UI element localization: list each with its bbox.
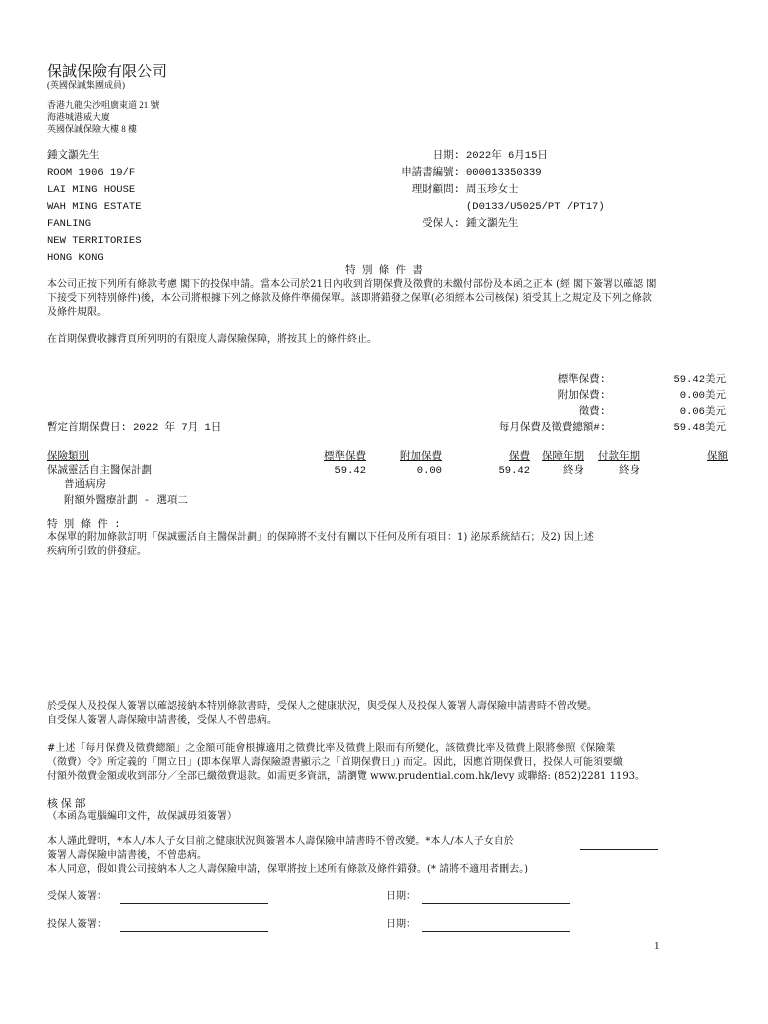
application-label: 申請書編號: xyxy=(401,167,460,179)
rider-option: 附額外醫療計劃 - 選項二 xyxy=(64,495,188,507)
col-coverage-term: 保障年期 xyxy=(542,451,584,463)
recipient-line: LAI MING HOUSE xyxy=(47,184,136,196)
recipient-line: 鍾文灝先生 xyxy=(47,150,100,162)
monthly-total-value: 59.48美元 xyxy=(673,422,726,434)
confirm-line: 簽署人壽保險申請書後，不曾患病。 xyxy=(47,850,207,861)
footnote-line: （徵費）令》所定義的「開立日」(即本保單人壽保險證書顯示之「首期保費日」) 而定。因此，因應首期保費日，投保人可能須要繳 xyxy=(47,757,623,768)
premium-labels xyxy=(440,372,606,436)
recipient-line: FANLING xyxy=(47,218,92,230)
levy-value: 0.06美元 xyxy=(679,406,726,418)
document-title: 特 別 條 件 書 xyxy=(345,265,423,277)
health-declaration xyxy=(47,700,597,728)
applicant-confirmation xyxy=(47,835,528,877)
col-payment-term: 付款年期 xyxy=(598,451,640,463)
col-extra-premium: 附加保費 xyxy=(400,451,442,463)
date-blank-line[interactable] xyxy=(580,849,658,850)
intro-line: 及條件規限。 xyxy=(47,307,107,318)
policyholder-signature-label: 投保人簽署： xyxy=(47,919,107,930)
recipient-line: NEW TERRITORIES xyxy=(47,235,142,247)
ward-class: 普通病房 xyxy=(64,479,106,491)
standard-premium-cell: 59.42 xyxy=(334,465,366,477)
col-premium: 保費 xyxy=(509,451,530,463)
condition-line: 本保單的附加條款訂明「保誠靈活自主醫保計劃」的保障將不支付有關以下任何及所有項目：1) 泌尿系統結石；及2) 因上述 xyxy=(47,532,594,543)
recipient-address xyxy=(47,148,142,267)
date-label: 日期: xyxy=(432,150,460,162)
special-conditions-heading: 特 別 條 件 : xyxy=(47,519,121,531)
first-premium-date: 暫定首期保費日: 2022 年 7月 1日 xyxy=(47,422,222,434)
meta-labels xyxy=(340,148,460,233)
advisor-code: (D0133/U5025/PT /PT17) xyxy=(466,201,605,213)
standard-premium-value: 59.42美元 xyxy=(673,374,726,386)
underwriting-heading: 核 保 部 xyxy=(47,798,86,810)
coverage-term-cell: 終身 xyxy=(563,465,584,477)
insured-signature-line[interactable] xyxy=(120,903,268,904)
levy-label: 徵費: xyxy=(578,406,606,418)
advisor-label: 理財顧問: xyxy=(411,184,460,196)
col-standard-premium: 標準保費 xyxy=(324,451,366,463)
insured-date-line[interactable] xyxy=(422,903,570,904)
declaration-line: 於受保人及投保人簽署以確認接納本特別條款書時，受保人之健康狀況，與受保人及投保人簽署人壽保險申請書時不曾改變。 xyxy=(47,701,597,712)
col-sum-insured: 保額 xyxy=(707,451,728,463)
company-name: 保誠保險有限公司 xyxy=(47,64,168,80)
intro-paragraph xyxy=(47,278,656,320)
extra-premium-label: 附加保費: xyxy=(557,390,606,402)
intro-line: 下接受下列特別條件)後，本公司將根據下列之條款及條件準備保單。該即將錯發之保單(必須經本公司核保) 須受其上之規定及下列之條款 xyxy=(47,293,652,304)
condition-line: 疾病所引致的併發症。 xyxy=(47,546,147,557)
extra-premium-cell: 0.00 xyxy=(416,465,442,477)
monthly-total-label: 每月保費及徵費總額#: xyxy=(498,422,606,434)
policyholder-date-line[interactable] xyxy=(422,931,570,932)
confirm-line: 本人同意，假如貴公司接納本人之人壽保險申請，保單將按上述所有條款及條件錯發。(* 請將不適用者刪去。) xyxy=(47,864,528,875)
payment-term-cell: 終身 xyxy=(619,465,640,477)
policyholder-signature-line[interactable] xyxy=(120,931,268,932)
insured-signature-label: 受保人簽署： xyxy=(47,891,107,902)
company-subtitle: (英國保誠集團成員) xyxy=(47,80,125,90)
plan-details xyxy=(64,477,188,509)
application-number: 000013350339 xyxy=(466,167,542,179)
intro-line: 本公司正按下列所有條款考慮 閣下的投保申請。當本公司於21日內收到首期保費及徵費的未繳付部份及本函之正本 (經 閣下簽署以確認 閣 xyxy=(47,279,657,290)
insured-label: 受保人: xyxy=(422,218,460,230)
company-address xyxy=(47,99,160,135)
premium-cell: 59.42 xyxy=(498,465,530,477)
recipient-line: HONG KONG xyxy=(47,252,104,264)
advisor-name: 周玉珍女士 xyxy=(466,184,519,196)
plan-name: 保誠靈活自主醫保計劃 xyxy=(47,465,152,477)
address-line: 英國保誠保險大樓 8 樓 xyxy=(47,124,138,134)
extra-premium-value: 0.00美元 xyxy=(679,390,726,402)
confirm-line: 本人謹此聲明，*本人/本人子女目前之健康狀況與簽署本人壽保險申請書時不曾改變。*本人/本人子女自於 xyxy=(47,836,514,847)
special-conditions-text xyxy=(47,531,594,559)
declaration-line: 自受保人簽署人壽保險申請書後，受保人不曾患病。 xyxy=(47,715,277,726)
premium-values xyxy=(620,372,726,436)
policyholder-date-label: 日期： xyxy=(386,919,416,930)
insured-date-label: 日期： xyxy=(386,891,416,902)
address-line: 香港九龍尖沙咀廣東道 21 號 xyxy=(47,100,160,110)
col-plan-type: 保險類別 xyxy=(47,451,89,463)
footnote-line: #上述「每月保費及徵費總額」之金額可能會根據適用之徵費比率及徵費上限而有所變化，該徵費比率及徵費上限將參照《保險業 xyxy=(47,743,616,754)
date-value: 2022年 6月15日 xyxy=(466,150,548,162)
address-line: 海港城港威大廈 xyxy=(47,112,111,122)
page-number: 1 xyxy=(654,940,660,952)
levy-footnote xyxy=(47,742,645,784)
standard-premium-label: 標準保費: xyxy=(557,374,606,386)
recipient-line: ROOM 1906 19/F xyxy=(47,167,136,179)
computer-generated-note: （本函為電腦編印文件，故保誠毋須簽署） xyxy=(47,811,237,822)
meta-values xyxy=(466,148,605,233)
coverage-note: 在首期保費收據背頁所列明的有限度人壽保險保障，將按其上的條件終止。 xyxy=(47,334,377,345)
insured-name: 鍾文灝先生 xyxy=(466,218,519,230)
footnote-line: 付額外徵費金額或收到部分／全部已繳徵費退款。如需更多資訊，請瀏覽 www.prudential.com.hk/levy 或聯絡: (852)2281 1193。 xyxy=(47,771,646,782)
recipient-line: WAH MING ESTATE xyxy=(47,201,142,213)
